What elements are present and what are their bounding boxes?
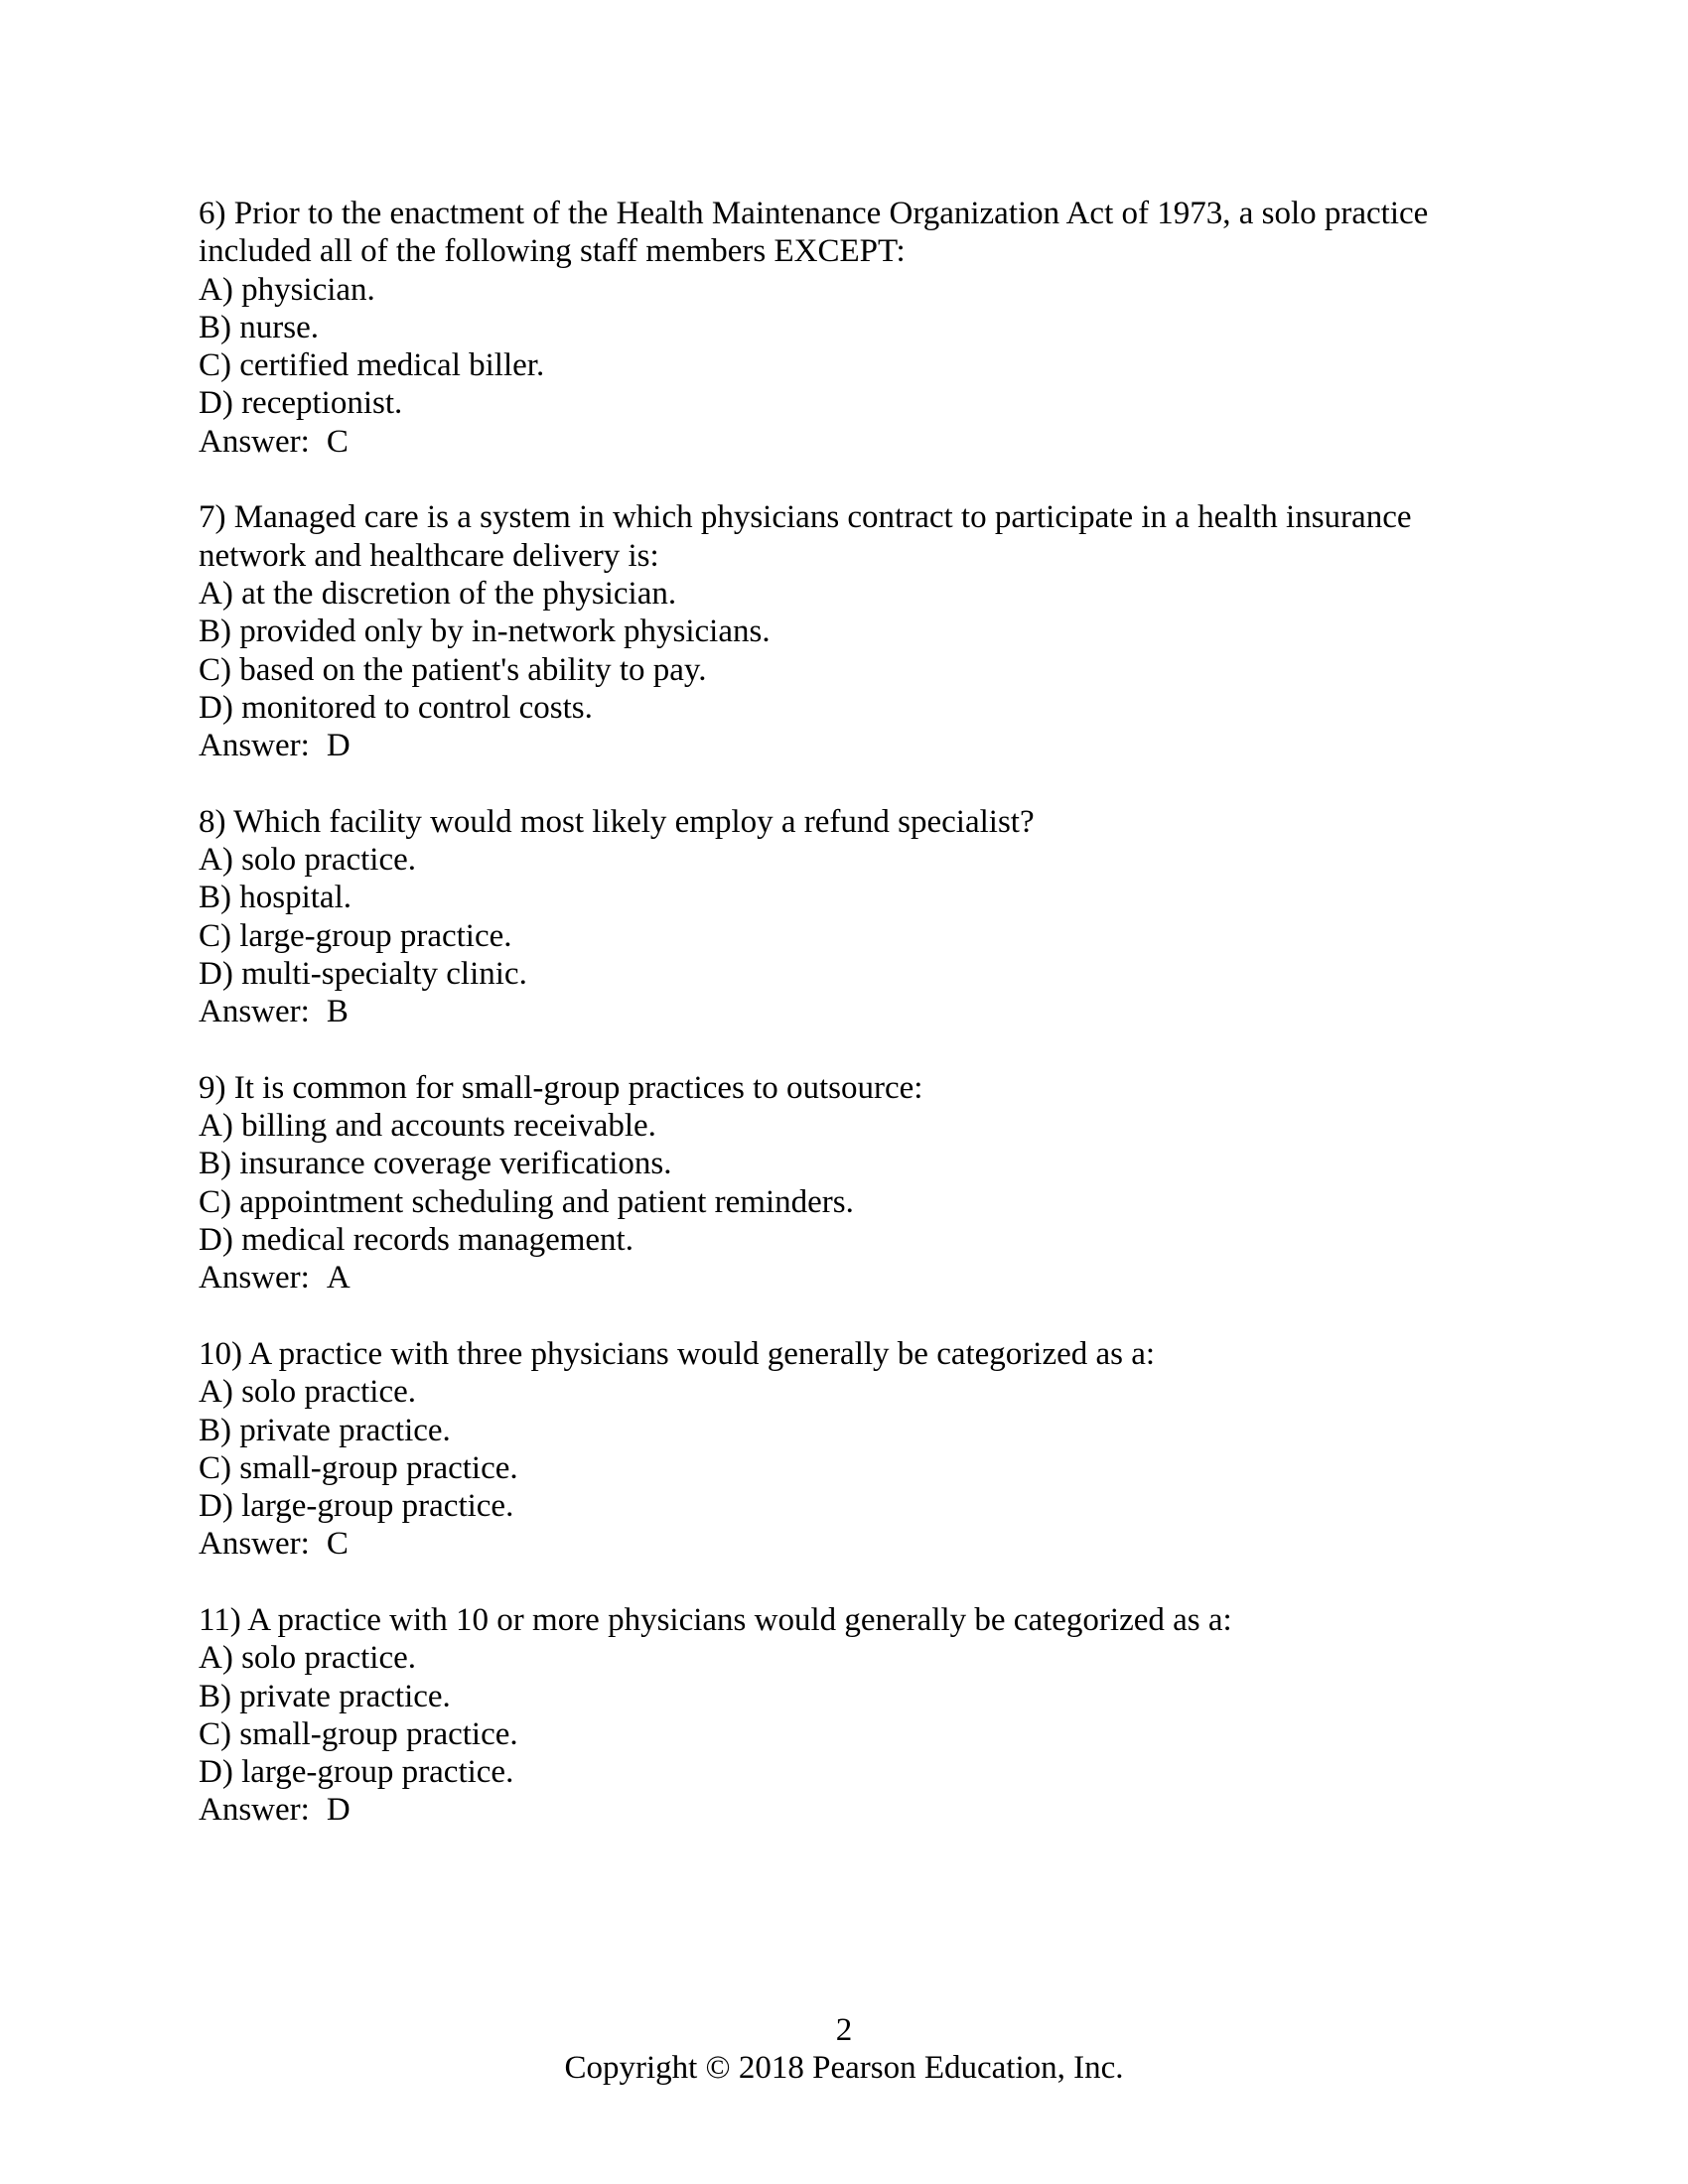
option-line: B) hospital. (199, 880, 352, 916)
question-block (199, 1069, 1489, 1297)
question-text: 6) Prior to the enactment of the Health Maintenance Organization Act of 1973, a solo practice included all of the following staff members EXCEPT: (199, 196, 1429, 270)
option-line: B) private practice. (199, 1412, 451, 1448)
answer-label: Answer: (199, 423, 310, 460)
option-line: C) large-group practice. (199, 917, 512, 954)
question-text: 8) Which facility would most likely employ a refund specialist? (199, 803, 1035, 840)
option-line: D) medical records management. (199, 1222, 633, 1259)
option-line: D) large-group practice. (199, 1754, 514, 1791)
answer-value: D (326, 1792, 351, 1829)
option-line: C) small-group practice. (199, 1449, 518, 1486)
answer-label: Answer: (199, 1792, 310, 1829)
question-block (199, 498, 1489, 764)
document-content (199, 195, 1489, 1867)
copyright-footer: Copyright © 2018 Pearson Education, Inc. (564, 2050, 1124, 2087)
question-block (199, 803, 1489, 1031)
option-line: C) based on the patient's ability to pay. (199, 651, 707, 688)
answer-line (199, 993, 1489, 1030)
question-block (199, 195, 1489, 461)
option-line: B) insurance coverage verifications. (199, 1146, 672, 1182)
option-line: A) solo practice. (199, 1640, 416, 1677)
option-line: A) solo practice. (199, 1374, 416, 1411)
option-line: D) monitored to control costs. (199, 689, 593, 726)
answer-value: C (326, 1526, 349, 1563)
option-line: D) multi-specialty clinic. (199, 955, 527, 992)
question-text: 9) It is common for small-group practices to outsource: (199, 1069, 923, 1106)
option-line: A) physician. (199, 271, 375, 308)
option-line: B) provided only by in-network physicians. (199, 614, 771, 650)
option-line: C) small-group practice. (199, 1715, 518, 1752)
answer-line (199, 1525, 1489, 1563)
option-line: A) solo practice. (199, 842, 416, 879)
option-line: D) large-group practice. (199, 1488, 514, 1525)
question-text: 7) Managed care is a system in which physicians contract to participate in a health insurance network and healthcare delivery is: (199, 499, 1412, 574)
answer-label: Answer: (199, 994, 310, 1030)
question-block (199, 1335, 1489, 1564)
answer-value: B (326, 994, 349, 1030)
answer-value: A (326, 1260, 351, 1297)
answer-line (199, 1259, 1489, 1297)
option-line: C) certified medical biller. (199, 347, 545, 384)
option-line: D) receptionist. (199, 385, 403, 422)
answer-line (199, 727, 1489, 764)
answer-value: C (326, 423, 349, 460)
option-line: C) appointment scheduling and patient reminders. (199, 1183, 854, 1220)
option-line: B) nurse. (199, 309, 319, 345)
question-text: 11) A practice with 10 or more physicians would generally be categorized as a: (199, 1601, 1232, 1638)
answer-label: Answer: (199, 728, 310, 764)
option-line: A) at the discretion of the physician. (199, 575, 677, 612)
page-footer (0, 2011, 1688, 2088)
question-text: 10) A practice with three physicians would generally be categorized as a: (199, 1335, 1156, 1372)
option-line: B) private practice. (199, 1678, 451, 1714)
answer-line (199, 1791, 1489, 1829)
page-number: 2 (835, 2012, 853, 2048)
question-block (199, 1601, 1489, 1830)
answer-label: Answer: (199, 1260, 310, 1297)
answer-line (199, 423, 1489, 461)
option-line: A) billing and accounts receivable. (199, 1108, 656, 1145)
answer-value: D (326, 728, 351, 764)
answer-label: Answer: (199, 1526, 310, 1563)
